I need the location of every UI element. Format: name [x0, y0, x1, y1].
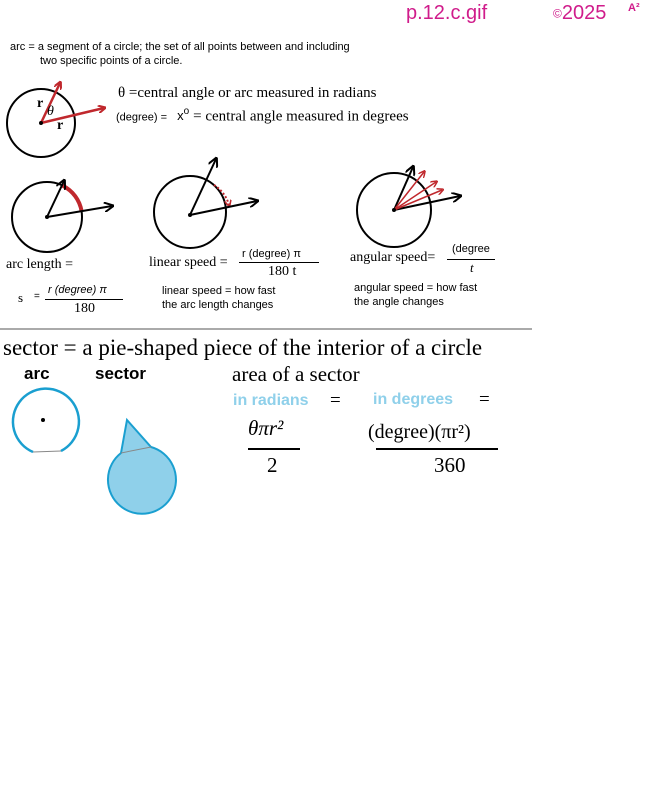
arc-length-denominator: 180: [74, 301, 95, 316]
sector-title: sector: [95, 364, 147, 383]
angular-speed-note-line1: angular speed = how fast: [354, 282, 478, 294]
radians-formula-numerator: θπr²: [248, 416, 284, 440]
arc-length-diagram: [12, 181, 112, 252]
sector-example-fill: [108, 420, 176, 514]
arc-length-label: arc length =: [6, 257, 73, 272]
degree-definition: [116, 107, 409, 124]
linear-speed-ray-right: [190, 201, 257, 215]
logo-a2: A²: [628, 2, 640, 14]
central-angle-diagram: [7, 83, 104, 157]
linear-speed-center: [188, 213, 192, 217]
arc-example-gap: [33, 451, 61, 452]
degrees-formula-bar: [376, 448, 498, 450]
arc-length-fraction-bar: [45, 299, 123, 300]
theta-definition: θ =central angle or arc measured in radians: [118, 85, 377, 101]
linear-speed-fraction-bar: [239, 262, 319, 263]
in-degrees-equals: =: [479, 389, 490, 410]
arc-length-ray-upper: [47, 181, 64, 217]
angular-speed-label: angular speed=: [350, 250, 436, 265]
arc-title: arc: [24, 364, 50, 383]
radians-formula-bar: [248, 448, 300, 450]
arc-length-s: s: [18, 290, 24, 305]
angular-speed-numerator: (degree: [452, 243, 490, 255]
degrees-formula-numerator: (degree)(πr²): [368, 421, 471, 443]
radius-label-upper: r: [37, 96, 44, 111]
linear-speed-denominator: 180 t: [268, 264, 297, 279]
degree-prefix: (degree) =: [116, 111, 168, 124]
radius-label-lower: r: [57, 118, 64, 133]
in-radians-equals: =: [330, 390, 341, 411]
linear-speed-note-line1: linear speed = how fast: [162, 285, 276, 297]
theta-label-diagram: θ: [47, 104, 54, 119]
arc-definition-line2: two specific points of a circle.: [40, 55, 183, 67]
arc-definition-line1: arc = a segment of a circle; the set of all points between and including: [10, 41, 350, 53]
degree-superscript: o: [183, 106, 190, 117]
center-point: [39, 121, 43, 125]
degrees-formula-denominator: 360: [434, 453, 466, 477]
angular-speed-center: [392, 208, 396, 212]
copyright-year: 2025: [561, 2, 607, 24]
sector-definition: sector = a pie-shaped piece of the interior of a circle: [3, 335, 483, 360]
arc-length-center: [45, 215, 49, 219]
copyright-symbol: ©: [553, 6, 562, 21]
angular-speed-diagram: [357, 167, 460, 247]
x-symbol: x: [177, 108, 184, 124]
radians-formula-denominator: 2: [267, 453, 278, 477]
linear-speed-circle: [154, 176, 226, 248]
filename-label: p.12.c.gif: [406, 2, 488, 24]
linear-speed-diagram: [154, 159, 257, 248]
arc-length-equals: =: [34, 291, 40, 302]
area-of-sector-title: area of a sector: [232, 362, 360, 386]
linear-speed-note-line2: the arc length changes: [162, 299, 274, 311]
arc-example-center: [41, 418, 45, 422]
degree-description: = central angle measured in degrees: [193, 108, 409, 125]
angular-speed-note-line2: the angle changes: [354, 296, 444, 308]
linear-speed-ray-upper: [190, 159, 216, 215]
sector-example-figure: [108, 420, 176, 514]
arc-example-circle: [13, 389, 79, 452]
in-radians-label: in radians: [233, 392, 309, 409]
angular-speed-denominator: t: [470, 260, 474, 275]
linear-speed-numerator: r (degree) π: [242, 248, 301, 260]
in-degrees-label: in degrees: [373, 391, 454, 408]
linear-speed-label: linear speed =: [149, 255, 228, 270]
arc-length-numerator: r (degree) π: [48, 284, 107, 296]
arc-length-red-arc: [63, 186, 82, 212]
arc-example-figure: [13, 389, 79, 452]
